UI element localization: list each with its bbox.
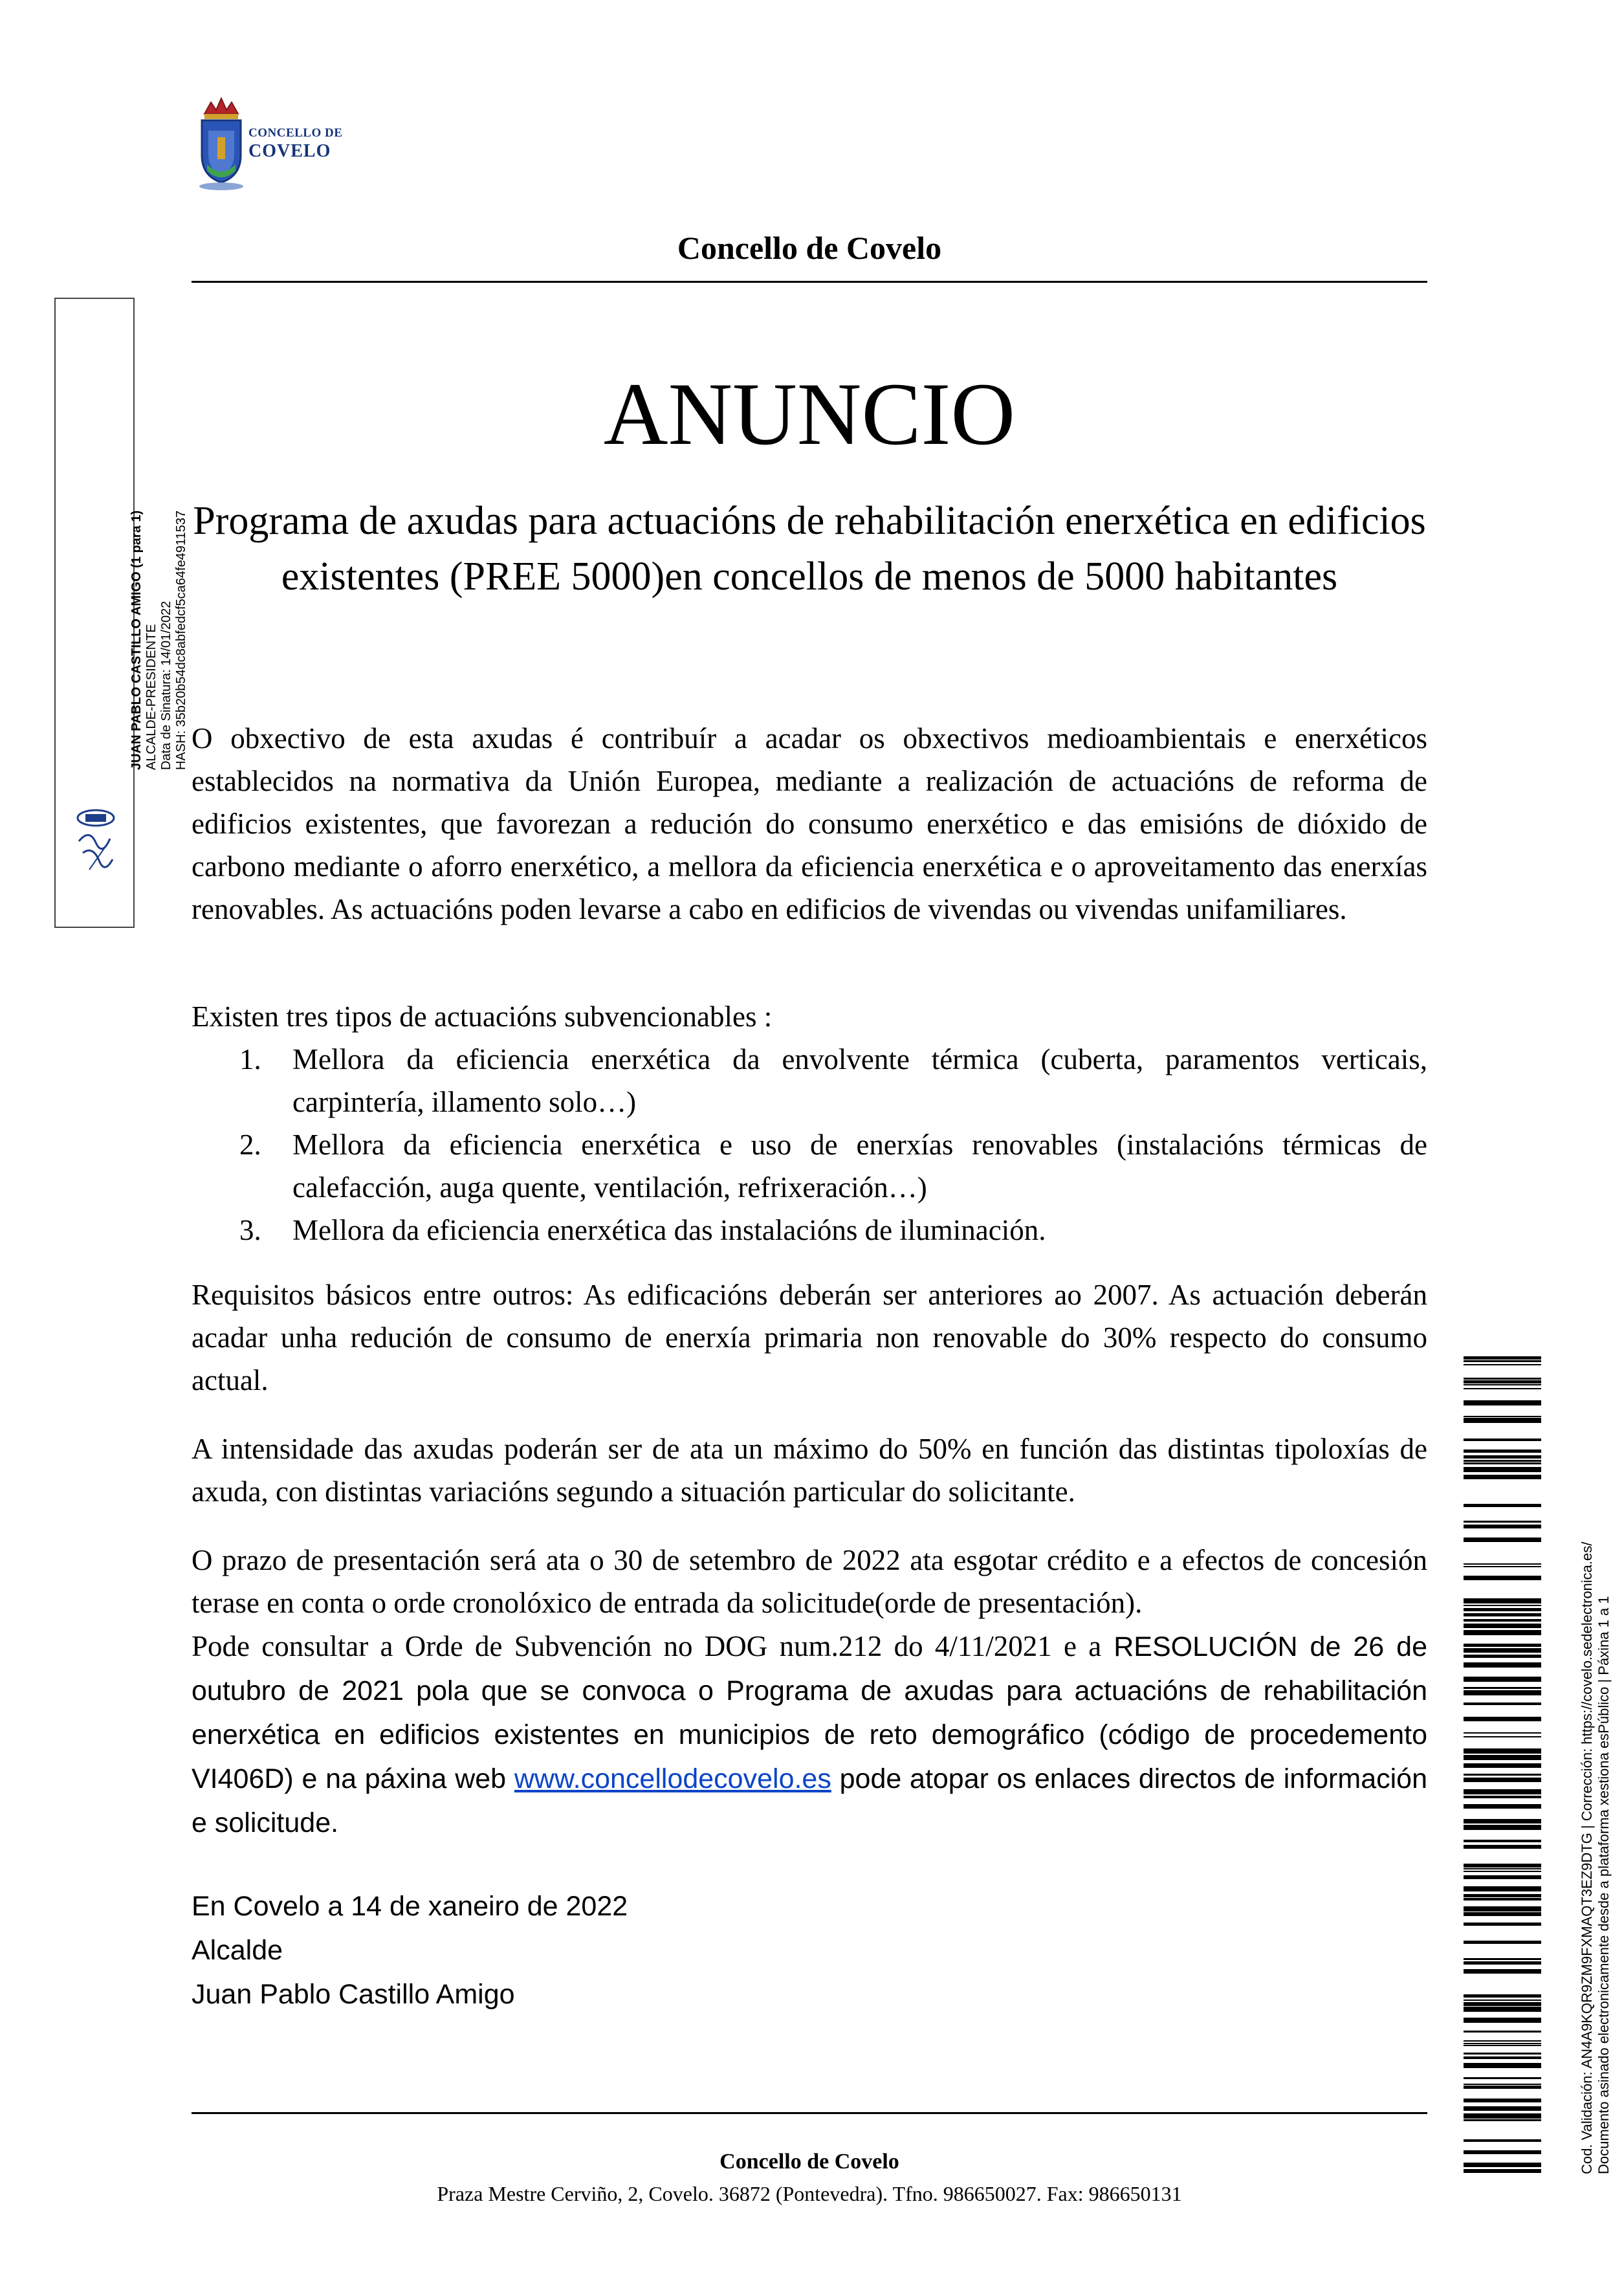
order-suffix: pode atopar os enlaces directos de información e solicitude. bbox=[192, 1763, 1427, 1838]
validation-line1: Cod. Validación: AN4A9KQR9ZM9FXMAQT3EZ9DTG | Corrección: https://covelo.sedelectronica.es/ bbox=[1579, 1541, 1595, 2174]
document-title: ANUNCIO bbox=[603, 364, 1016, 463]
list-item-number: 2. bbox=[239, 1129, 261, 1161]
list-item-text: Mellora da eficiencia enerxética das instalacións de iluminación. bbox=[292, 1214, 1046, 1246]
signature-stamp-position: ALCALDE-PRESIDENTE bbox=[144, 624, 159, 770]
shield-icon bbox=[202, 120, 241, 182]
order-resolution: RESOLUCIÓN de 26 de outubro de 2021 pola que se convoca o Programa de axudas para actuacións de rehabilitación enerxética en edificios existentes en municipios de reto demográfico (código de procedemento VI406D) e na páxina web bbox=[192, 1631, 1428, 1794]
types-list bbox=[192, 1038, 1427, 1251]
signature-stamp-signer: JUAN PABLO CASTILLO AMIGO (1 para 1) bbox=[129, 510, 144, 770]
footer-organization: Concello de Covelo bbox=[719, 2150, 899, 2174]
signature-stamp-text bbox=[129, 349, 194, 770]
intro-paragraph: O obxectivo de esta axudas é contribuír a acadar os obxectivos medioambientais e enerxéticos establecidos na normativa da Unión Europea, mediante a realización de actuacións de reforma de edificios existentes, que favorezan a redución do consumo enerxético e das emisións de dióxido de carbono mediante o aforro enerxético, a mellora da eficiencia enerxética e o aproveitamento das enerxías renovables. As actuacións poden levarse a cabo en edificios de vivendas ou vivendas unifamiliares. bbox=[192, 722, 1427, 925]
signature-role: Alcalde bbox=[192, 1935, 283, 1966]
list-item-number: 3. bbox=[239, 1214, 261, 1246]
list-item-text: Mellora da eficiencia enerxética e uso de enerxías renovables (instalacións térmicas de calefacción, auga quente, ventilación, refrixeración…) bbox=[292, 1129, 1427, 1204]
list-item-number: 1. bbox=[239, 1043, 261, 1075]
signature-seal-icon bbox=[70, 802, 122, 880]
signature-stamp-hash: HASH: 35b20b54dc8abfedcf5ca64fe4911537 bbox=[174, 510, 188, 770]
intensity-paragraph: A intensidade das axudas poderán ser de ata un máximo do 50% en función das distintas tipoloxías de axuda, con distintas variacións segundo a situación particular do solicitante. bbox=[192, 1433, 1427, 1508]
list-item-text: Mellora da eficiencia enerxética da envolvente térmica (cuberta, paramentos verticais, carpintería, illamento solo…) bbox=[292, 1043, 1427, 1118]
signature-stamp-date: Data de Sinatura: 14/01/2022 bbox=[159, 601, 173, 770]
logo-text-line2: COVELO bbox=[248, 141, 331, 161]
requirements-paragraph: Requisitos básicos entre outros: As edificacións deberán ser anteriores ao 2007. As actuación deberán acadar unha redución de consumo de enerxía primaria non renovable do 30% respecto do consumo actual. bbox=[192, 1279, 1427, 1396]
footer-address: Praza Mestre Cerviño, 2, Covelo. 36872 (Pontevedra). Tfno. 986650027. Fax: 986650131 bbox=[437, 2182, 1182, 2205]
signature-name: Juan Pablo Castillo Amigo bbox=[192, 1979, 515, 2010]
validation-line2: Documento asinado electronicamente desde a plataforma xestiona esPúblico | Páxina 1 a 1 bbox=[1596, 1596, 1612, 2174]
types-intro: Existen tres tipos de actuacións subvencionables : bbox=[192, 1000, 773, 1033]
validation-text bbox=[1579, 1333, 1624, 2174]
document-subtitle: Programa de axudas para actuacións de rehabilitación enerxética en edificios existentes (PREE 5000)en concellos de menos de 5000 habitantes bbox=[193, 499, 1426, 599]
order-prefix: Pode consultar a Orde de Subvención no DOG num.212 do 4/11/2021 e a bbox=[192, 1630, 1102, 1662]
list-item bbox=[192, 1038, 1427, 1123]
website-link[interactable]: www.concellodecovelo.es bbox=[514, 1763, 831, 1794]
signature-date: En Covelo a 14 de xaneiro de 2022 bbox=[192, 1891, 628, 1922]
deadline-paragraph: O prazo de presentación será ata o 30 de setembro de 2022 ata esgotar crédito e a efectos de concesión terase en conta o orde cronolóxico de entrada da solicitude(orde de presentación). bbox=[192, 1544, 1427, 1619]
crown-icon bbox=[204, 98, 238, 119]
header-organization: Concello de Covelo bbox=[677, 230, 942, 266]
header-divider bbox=[192, 281, 1427, 283]
order-paragraph bbox=[192, 1624, 1427, 1845]
list-item bbox=[192, 1123, 1427, 1209]
barcode-icon bbox=[1464, 1356, 1541, 2172]
footer-divider bbox=[192, 2112, 1427, 2114]
list-item bbox=[192, 1209, 1427, 1251]
logo-text-line1: CONCELLO DE bbox=[248, 126, 343, 140]
